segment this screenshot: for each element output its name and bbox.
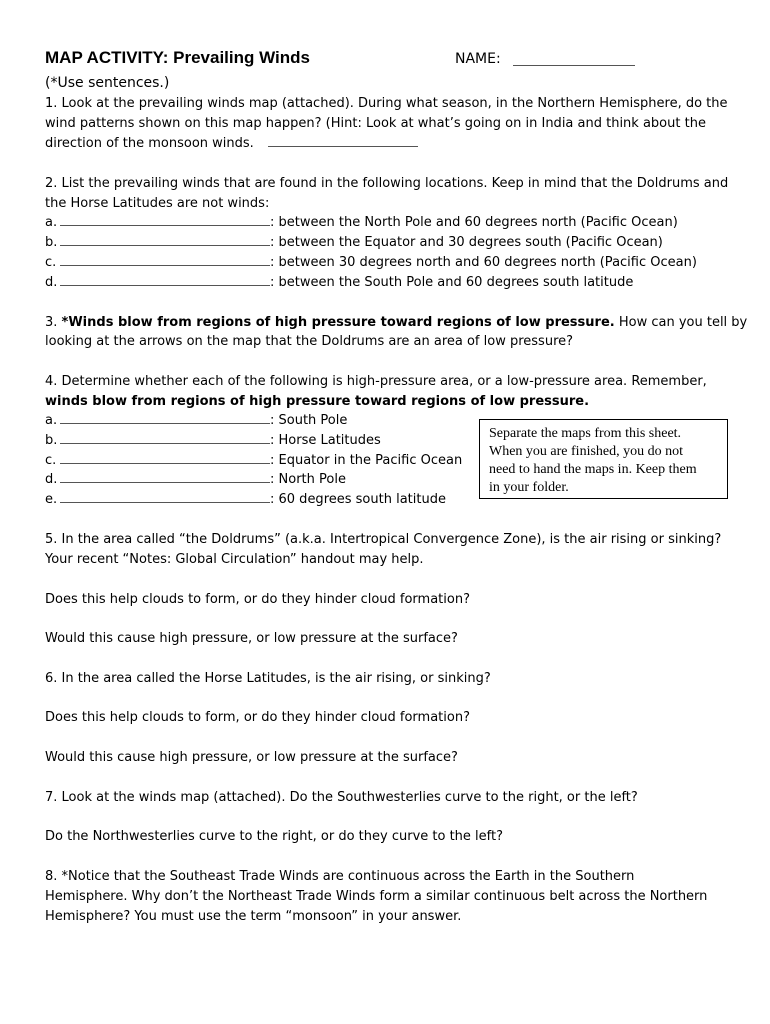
q2-item-d <box>45 273 633 293</box>
q4-answer-line-e[interactable] <box>60 490 270 503</box>
q2-line-1: 2. List the prevailing winds that are found in the following locations. Keep in mind that the Doldrums and <box>45 176 729 191</box>
q2-line-2: the Horse Latitudes are not winds: <box>45 196 270 211</box>
q2-answer-line-a[interactable] <box>60 213 270 226</box>
q5-line-2: Your recent “Notes: Global Circulation” handout may help. <box>45 552 424 567</box>
q4-line-2: winds blow from regions of high pressure toward regions of low pressure. <box>45 394 590 409</box>
q4-item-b <box>45 431 381 451</box>
q2-item-c <box>45 253 697 273</box>
q5-clouds-question: Does this help clouds to form, or do they hinder cloud formation? <box>45 592 470 607</box>
note-line-4: in your folder. <box>489 480 569 495</box>
q2-item-label: d. <box>45 275 58 290</box>
q1-answer-line[interactable] <box>268 134 418 147</box>
q2-item-text: : between 30 degrees north and 60 degrees north (Pacific Ocean) <box>270 255 697 270</box>
page-title: MAP ACTIVITY: Prevailing Winds <box>45 48 310 67</box>
q8-line-3: Hemisphere? You must use the term “monsoon” in your answer. <box>45 909 462 924</box>
q4-item-e <box>45 490 446 510</box>
q6-clouds-question: Does this help clouds to form, or do they hinder cloud formation? <box>45 710 470 725</box>
q1-line-3 <box>45 134 418 154</box>
q2-answer-line-d[interactable] <box>60 273 270 286</box>
q4-item-a <box>45 411 347 431</box>
q4-answer-line-b[interactable] <box>60 431 270 444</box>
q4-item-text: : North Pole <box>270 472 346 487</box>
q3-bold-rule: *Winds blow from regions of high pressure toward regions of low pressure. <box>61 315 615 330</box>
q4-item-c <box>45 451 462 471</box>
q4-item-label: d. <box>45 472 58 487</box>
q6-line-1: 6. In the area called the Horse Latitudes, is the air rising, or sinking? <box>45 671 491 686</box>
q1-line-1: 1. Look at the prevailing winds map (attached). During what season, in the Northern Hemisphere, do the <box>45 96 728 111</box>
note-line-1: Separate the maps from this sheet. <box>489 426 682 441</box>
q3-line-2: looking at the arrows on the map that the Doldrums are an area of low pressure? <box>45 334 574 349</box>
q4-item-label: e. <box>45 492 58 507</box>
q8-line-2: Hemisphere. Why don’t the Northeast Trade Winds form a similar continuous belt across the Northern <box>45 889 708 904</box>
q2-item-label: b. <box>45 235 58 250</box>
q4-item-text: : South Pole <box>270 413 348 428</box>
q2-item-label: c. <box>45 255 57 270</box>
q5-pressure-question: Would this cause high pressure, or low pressure at the surface? <box>45 631 458 646</box>
q2-item-text: : between the South Pole and 60 degrees south latitude <box>270 275 634 290</box>
q1-line-3-text: direction of the monsoon winds. <box>45 136 254 151</box>
name-answer-line[interactable] <box>513 65 635 66</box>
q4-item-text: : 60 degrees south latitude <box>270 492 446 507</box>
note-line-2: When you are finished, you do not <box>489 444 684 459</box>
q2-answer-line-b[interactable] <box>60 233 270 246</box>
name-label: NAME: <box>455 51 501 67</box>
q1-line-2: wind patterns shown on this map happen? (Hint: Look at what’s going on in India and think about the <box>45 116 706 131</box>
q4-line-1: 4. Determine whether each of the following is high-pressure area, or a low-pressure area. Remember, <box>45 374 707 389</box>
q8-line-1: 8. *Notice that the Southeast Trade Winds are continuous across the Earth in the Southern <box>45 869 635 884</box>
q5-line-1: 5. In the area called “the Doldrums” (a.k.a. Intertropical Convergence Zone), is the air rising or sinking? <box>45 532 722 547</box>
q7-line-1: 7. Look at the winds map (attached). Do the Southwesterlies curve to the right, or the left? <box>45 790 638 805</box>
instructions: (*Use sentences.) <box>45 75 170 91</box>
q4-item-text: : Equator in the Pacific Ocean <box>270 453 463 468</box>
q4-item-label: b. <box>45 433 58 448</box>
q2-item-b <box>45 233 663 253</box>
q3-number: 3. <box>45 315 62 330</box>
q4-answer-line-d[interactable] <box>60 470 270 483</box>
q6-pressure-question: Would this cause high pressure, or low pressure at the surface? <box>45 750 458 765</box>
note-box <box>479 419 728 499</box>
note-line-3: need to hand the maps in. Keep them <box>489 462 697 477</box>
q2-item-label: a. <box>45 215 58 230</box>
q4-item-label: c. <box>45 453 57 468</box>
q4-answer-line-c[interactable] <box>60 451 270 464</box>
q3-rest: How can you tell by <box>614 315 748 330</box>
q4-item-d <box>45 470 346 490</box>
q2-answer-line-c[interactable] <box>60 253 270 266</box>
q4-answer-line-a[interactable] <box>60 411 270 424</box>
q2-item-text: : between the North Pole and 60 degrees north (Pacific Ocean) <box>270 215 678 230</box>
q2-item-a <box>45 213 678 233</box>
q3-line-1 <box>45 313 747 333</box>
worksheet-header <box>45 48 745 74</box>
q4-item-text: : Horse Latitudes <box>270 433 381 448</box>
q7-line-2: Do the Northwesterlies curve to the right, or do they curve to the left? <box>45 829 503 844</box>
q4-item-label: a. <box>45 413 58 428</box>
q2-item-text: : between the Equator and 30 degrees south (Pacific Ocean) <box>270 235 663 250</box>
